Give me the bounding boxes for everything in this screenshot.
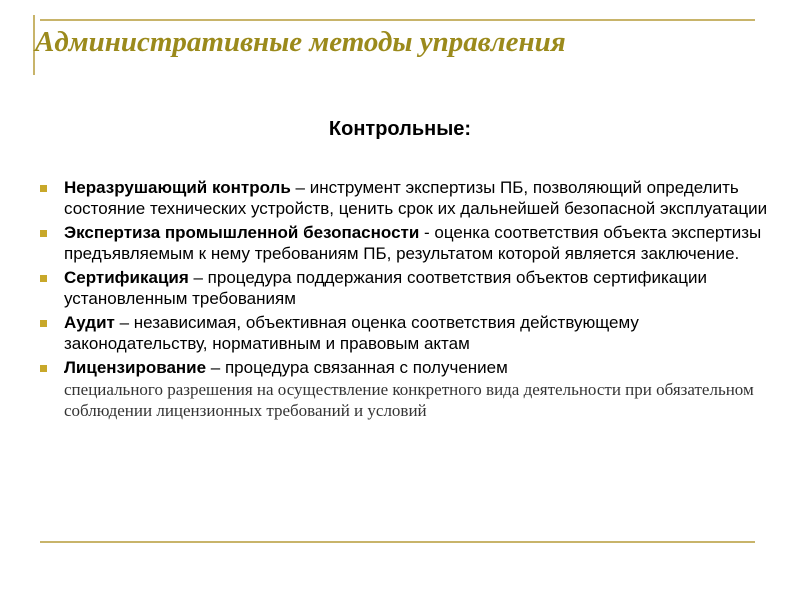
square-bullet-icon xyxy=(40,185,47,192)
item-text: – независимая, объективная оценка соответствия действующему законодательству, нормативным и правовым актам xyxy=(64,313,639,353)
slide-title: Административные методы управления xyxy=(35,26,566,58)
bullet-list xyxy=(40,178,770,426)
list-item-certification xyxy=(40,268,770,309)
item-text: – процедура поддержания соответствия объектов сертификации установленным требованиям xyxy=(64,268,707,308)
item-term: Сертификация xyxy=(64,268,189,287)
item-term: Аудит xyxy=(64,313,115,332)
slide-subtitle: Контрольные: xyxy=(328,118,472,140)
item-text-continuation: специального разрешения на осуществление конкретного вида деятельности при обязательном соблюдении лицензионных требований и условий xyxy=(64,379,754,420)
item-text: - оценка соответствия объекта экспертизы предъявляемым к нему требованиям ПБ, результатом которой является заключение. xyxy=(64,223,762,263)
item-term: Экспертиза промышленной безопасности xyxy=(64,223,420,242)
list-item-audit xyxy=(40,313,770,354)
frame-top-line xyxy=(40,19,755,21)
list-item-expertise xyxy=(40,223,770,264)
list-item-licensing xyxy=(40,358,770,422)
square-bullet-icon xyxy=(40,365,47,372)
item-text: – инструмент экспертизы ПБ, позволяющий определить состояние технических устройств, ценить срок их дальнейшей безопасной эксплуатации xyxy=(64,178,768,218)
square-bullet-icon xyxy=(40,230,47,237)
frame-bottom-line xyxy=(40,541,755,543)
square-bullet-icon xyxy=(40,275,47,282)
item-term: Лицензирование xyxy=(64,358,207,377)
square-bullet-icon xyxy=(40,320,47,327)
item-term: Неразрушающий контроль xyxy=(64,178,291,197)
item-text: – процедура связанная с получением xyxy=(206,358,508,377)
list-item-ndt xyxy=(40,178,770,219)
